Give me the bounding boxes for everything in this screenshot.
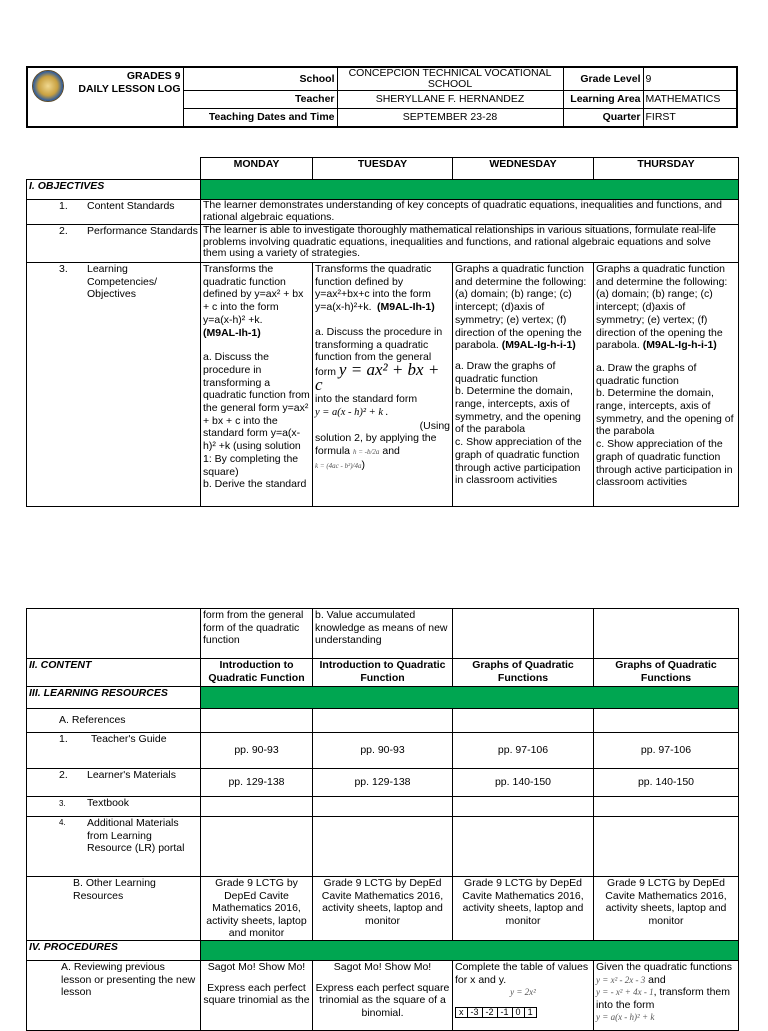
school-label: School [183,67,337,91]
h-formula: h = -b/2a [352,448,380,457]
monday-competency-continued: form from the general form of the quadratic function [201,609,313,659]
quarter-label: Quarter [563,109,643,128]
thursday-review: Given the quadratic functions y = x² - 2x - 3 and y = - x² + 4x - 1, transform them into the form y = a(x - h)² + k [594,961,739,1031]
general-form-equation: y = ax² + bx + c [315,359,440,394]
lesson-table-page2 [26,608,739,1031]
other-wednesday: Grade 9 LCTG by DepEd Cavite Mathematics 2016, activity sheets, laptop and monitor [453,877,594,941]
textbook-label: 3. Textbook [27,797,201,817]
grade-level-label: Grade Level [563,67,643,91]
day-header-monday: MONDAY [201,158,313,180]
header-title-cell [27,67,183,127]
teachers-guide-label: 1. Teacher's Guide [27,733,201,769]
tg-tuesday: pp. 90-93 [313,733,453,769]
procedures-heading: IV. PROCEDURES [27,941,201,961]
tuesday-competency: Transforms the quadratic function defined by y=ax²+bx+c into the form y=a(x-h)²+k. (M9AL-Ih-1) a. Discuss the procedure in transforming a quadratic function from the general form y = ax² + bx + c into the standard form y = a(x - h)² + k . (Using solution 2, by applying the formula h = -b/2a and k = (4ac - b²)/4a) [313,263,453,507]
resources-green-bar [201,687,739,709]
deped-seal-logo [32,70,64,102]
day-header-wednesday: WEDNESDAY [453,158,594,180]
teacher-label: Teacher [183,91,337,109]
content-standards-label: 1. Content Standards [27,200,201,225]
learning-area-value: MATHEMATICS [643,91,737,109]
header-table [26,66,738,128]
dates-value: SEPTEMBER 23-28 [337,109,563,128]
performance-standards-text: The learner is able to investigate thoroughly mathematical relationships in various situations, formulate real-life problems involving quadratic equations, inequalities and functions, and rational algebraic equations and solve them using a variety of strategies. [201,225,739,263]
quarter-value: FIRST [643,109,737,128]
learning-resources-heading: III. LEARNING RESOURCES [27,687,201,709]
other-tuesday: Grade 9 LCTG by DepEd Cavite Mathematics 2016, activity sheets, laptop and monitor [313,877,453,941]
performance-standards-label: 2. Performance Standards [27,225,201,263]
wednesday-equation: y = 2x² [510,987,536,997]
lm-monday: pp. 129-138 [201,769,313,797]
other-monday: Grade 9 LCTG by DepEd Cavite Mathematics 2016, activity sheets, laptop and monitor [201,877,313,941]
competencies-label: 3. Learning Competencies/ Objectives [27,263,201,507]
tg-monday: pp. 90-93 [201,733,313,769]
values-table: x -3 -2 -1 0 1 [455,1007,537,1018]
thursday-competency: Graphs a quadratic function and determine the following: (a) domain; (b) range; (c) intercept; (d)axis of symmetry; (e) vertex; (f) direction of the opening the parabola. (M9AL-Ig-h-i-1) a. Draw the graphs of quadratic function b. Determine the domain, range, intercepts, axis of symmetry, and the opening of the parabola c. Show appreciation of the graph of quadratic function through active participation in classroom activities [594,263,739,507]
other-resources-label: B. Other Learning Resources [27,877,201,941]
content-standards-text: The learner demonstrates understanding of key concepts of quadratic equations, inequalities and functions, and rational algebraic equations. [201,200,739,225]
learning-area-label: Learning Area [563,91,643,109]
tuesday-review: Sagot Mo! Show Mo! Express each perfect square trinomial as the square of a binomial. [313,961,453,1031]
tuesday-content: Introduction to Quadratic Function [313,659,453,687]
tg-thursday: pp. 97-106 [594,733,739,769]
additional-materials-label: 4. Additional Materials from Learning Resource (LR) portal [27,817,201,877]
wednesday-review: Complete the table of values for x and y. y = 2x² x -3 -2 -1 0 1 [453,961,594,1031]
references-label: A. References [27,709,201,733]
tuesday-competency-continued: b. Value accumulated knowledge as means of new understanding [313,609,453,659]
procedures-green-bar [201,941,739,961]
k-formula: k = (4ac - b²)/4a [315,461,362,470]
teacher-value: SHERYLLANE F. HERNANDEZ [337,91,563,109]
review-lesson-label: A. Reviewing previous lesson or presenting the new lesson [27,961,201,1031]
monday-competency: Transforms the quadratic function defined by y=ax² + bx + c into the form y=a(x-h)² +k. (M9AL-Ih-1) a. Discuss the procedure in transforming a quadratic function from the general form y=ax² + bx + c into the standard form y=a(x-h)² +k (using solution 1: By completing the square) b. Derive the standard [201,263,313,507]
grade-level-value: 9 [643,67,737,91]
lesson-table-page1 [26,157,739,507]
dates-label: Teaching Dates and Time [183,109,337,128]
header-title-line2: DAILY LESSON LOG [78,82,181,95]
school-value: CONCEPCION TECHNICAL VOCATIONAL SCHOOL [337,67,563,91]
monday-content: Introduction to Quadratic Function [201,659,313,687]
other-thursday: Grade 9 LCTG by DepEd Cavite Mathematics 2016, activity sheets, laptop and monitor [594,877,739,941]
day-header-thursday: THURSDAY [594,158,739,180]
tg-wednesday: pp. 97-106 [453,733,594,769]
lm-thursday: pp. 140-150 [594,769,739,797]
content-heading: II. CONTENT [27,659,201,687]
standard-form-equation: y = a(x - h)² + k . [315,407,389,419]
objectives-heading: I. OBJECTIVES [27,180,201,200]
wednesday-content: Graphs of Quadratic Functions [453,659,594,687]
learners-materials-label: 2. Learner's Materials [27,769,201,797]
objectives-green-bar [201,180,739,200]
thursday-content: Graphs of Quadratic Functions [594,659,739,687]
monday-review: Sagot Mo! Show Mo! Express each perfect square trinomial as the [201,961,313,1031]
lm-wednesday: pp. 140-150 [453,769,594,797]
day-header-tuesday: TUESDAY [313,158,453,180]
header-title-line1: GRADES 9 [126,70,181,82]
wednesday-competency: Graphs a quadratic function and determine the following: (a) domain; (b) range; (c) intercept; (d)axis of symmetry; (e) vertex; (f) direction of the opening the parabola. (M9AL-Ig-h-i-1) a. Draw the graphs of quadratic function b. Determine the domain, range, intercepts, axis of symmetry, and the opening of the parabola c. Show appreciation of the graph of quadratic function through active participation in classroom activities [453,263,594,507]
lm-tuesday: pp. 129-138 [313,769,453,797]
